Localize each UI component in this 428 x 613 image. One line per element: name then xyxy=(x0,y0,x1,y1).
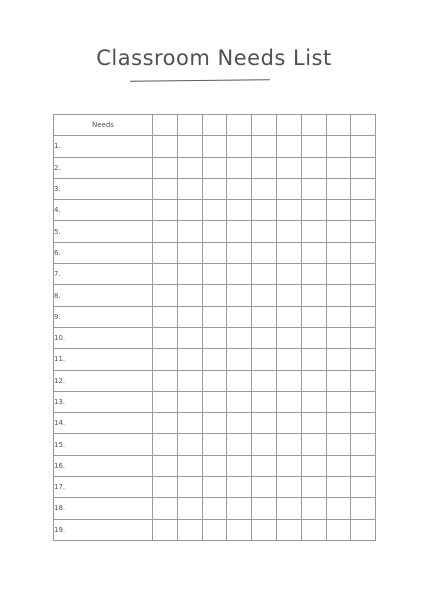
check-cell[interactable] xyxy=(326,413,351,434)
check-cell[interactable] xyxy=(301,434,326,455)
check-cell[interactable] xyxy=(252,306,277,327)
check-cell[interactable] xyxy=(177,264,202,285)
table-row xyxy=(54,157,376,178)
check-cell[interactable] xyxy=(276,370,301,391)
check-cell[interactable] xyxy=(177,285,202,306)
check-cell[interactable] xyxy=(202,391,227,412)
check-cell[interactable] xyxy=(227,349,252,370)
check-cell[interactable] xyxy=(252,200,277,221)
check-cell[interactable] xyxy=(177,349,202,370)
check-cell[interactable] xyxy=(202,477,227,498)
check-cell[interactable] xyxy=(276,242,301,263)
table-row xyxy=(54,455,376,476)
check-cell[interactable] xyxy=(177,370,202,391)
check-cell[interactable] xyxy=(301,391,326,412)
check-cell[interactable] xyxy=(252,285,277,306)
check-cell[interactable] xyxy=(276,285,301,306)
check-column-header xyxy=(177,115,202,136)
check-column-header xyxy=(202,115,227,136)
check-cell[interactable] xyxy=(177,519,202,540)
check-cell[interactable] xyxy=(202,221,227,242)
check-cell[interactable] xyxy=(326,455,351,476)
check-column-header xyxy=(276,115,301,136)
check-cell[interactable] xyxy=(202,327,227,348)
check-cell[interactable] xyxy=(177,178,202,199)
check-cell[interactable] xyxy=(153,391,178,412)
check-cell[interactable] xyxy=(351,136,376,157)
check-cell[interactable] xyxy=(326,221,351,242)
check-cell[interactable] xyxy=(153,157,178,178)
check-cell[interactable] xyxy=(326,200,351,221)
check-cell[interactable] xyxy=(252,434,277,455)
check-cell[interactable] xyxy=(227,221,252,242)
check-cell[interactable] xyxy=(301,136,326,157)
row-number-cell[interactable]: 10. xyxy=(54,327,153,348)
check-cell[interactable] xyxy=(153,221,178,242)
check-cell[interactable] xyxy=(227,519,252,540)
check-cell[interactable] xyxy=(276,391,301,412)
table-row xyxy=(54,498,376,519)
check-cell[interactable] xyxy=(252,498,277,519)
check-cell[interactable] xyxy=(227,157,252,178)
check-column-header xyxy=(227,115,252,136)
check-cell[interactable] xyxy=(252,370,277,391)
row-number-cell[interactable]: 9. xyxy=(54,306,153,327)
table-row xyxy=(54,178,376,199)
check-cell[interactable] xyxy=(202,498,227,519)
check-cell[interactable] xyxy=(252,477,277,498)
check-cell[interactable] xyxy=(351,242,376,263)
check-cell[interactable] xyxy=(252,264,277,285)
check-cell[interactable] xyxy=(301,498,326,519)
check-cell[interactable] xyxy=(227,370,252,391)
check-cell[interactable] xyxy=(177,498,202,519)
check-cell[interactable] xyxy=(252,136,277,157)
row-number-cell[interactable]: 18. xyxy=(54,498,153,519)
check-cell[interactable] xyxy=(177,136,202,157)
check-cell[interactable] xyxy=(252,349,277,370)
check-cell[interactable] xyxy=(351,327,376,348)
table-body xyxy=(54,136,376,541)
check-cell[interactable] xyxy=(301,306,326,327)
table-row xyxy=(54,306,376,327)
check-cell[interactable] xyxy=(252,242,277,263)
row-number-cell[interactable]: 1. xyxy=(54,136,153,157)
check-cell[interactable] xyxy=(252,327,277,348)
check-cell[interactable] xyxy=(326,306,351,327)
check-cell[interactable] xyxy=(153,306,178,327)
check-cell[interactable] xyxy=(252,178,277,199)
page-title: Classroom Needs List xyxy=(96,46,332,70)
table-row xyxy=(54,136,376,157)
check-cell[interactable] xyxy=(301,519,326,540)
check-cell[interactable] xyxy=(326,264,351,285)
check-cell[interactable] xyxy=(153,242,178,263)
table-row xyxy=(54,413,376,434)
check-cell[interactable] xyxy=(252,157,277,178)
check-cell[interactable] xyxy=(177,200,202,221)
check-cell[interactable] xyxy=(326,370,351,391)
row-number-cell[interactable]: 19. xyxy=(54,519,153,540)
check-cell[interactable] xyxy=(326,242,351,263)
check-cell[interactable] xyxy=(202,306,227,327)
check-column-header xyxy=(351,115,376,136)
check-cell[interactable] xyxy=(351,264,376,285)
check-cell[interactable] xyxy=(227,178,252,199)
check-cell[interactable] xyxy=(351,221,376,242)
row-number-cell[interactable]: 2. xyxy=(54,157,153,178)
check-cell[interactable] xyxy=(326,477,351,498)
check-cell[interactable] xyxy=(227,327,252,348)
title-underline xyxy=(130,79,270,82)
table-row xyxy=(54,221,376,242)
check-cell[interactable] xyxy=(301,264,326,285)
check-cell[interactable] xyxy=(202,264,227,285)
check-cell[interactable] xyxy=(153,136,178,157)
check-cell[interactable] xyxy=(252,455,277,476)
check-cell[interactable] xyxy=(153,455,178,476)
check-cell[interactable] xyxy=(301,200,326,221)
check-cell[interactable] xyxy=(227,498,252,519)
table-row xyxy=(54,349,376,370)
check-cell[interactable] xyxy=(227,242,252,263)
check-cell[interactable] xyxy=(276,498,301,519)
check-cell[interactable] xyxy=(227,136,252,157)
check-cell[interactable] xyxy=(326,519,351,540)
check-cell[interactable] xyxy=(276,178,301,199)
check-cell[interactable] xyxy=(227,477,252,498)
check-cell[interactable] xyxy=(301,242,326,263)
row-number-cell[interactable]: 13. xyxy=(54,391,153,412)
check-cell[interactable] xyxy=(351,178,376,199)
check-cell[interactable] xyxy=(276,327,301,348)
needs-column-header: Needs xyxy=(54,115,153,136)
row-number-cell[interactable]: 16. xyxy=(54,455,153,476)
row-number-cell[interactable]: 3. xyxy=(54,178,153,199)
check-cell[interactable] xyxy=(276,136,301,157)
check-cell[interactable] xyxy=(227,434,252,455)
check-cell[interactable] xyxy=(276,221,301,242)
check-cell[interactable] xyxy=(227,264,252,285)
check-cell[interactable] xyxy=(153,434,178,455)
check-cell[interactable] xyxy=(177,242,202,263)
check-cell[interactable] xyxy=(301,477,326,498)
check-cell[interactable] xyxy=(177,477,202,498)
check-cell[interactable] xyxy=(202,178,227,199)
check-cell[interactable] xyxy=(301,327,326,348)
check-cell[interactable] xyxy=(351,477,376,498)
check-cell[interactable] xyxy=(202,413,227,434)
table-row xyxy=(54,391,376,412)
check-cell[interactable] xyxy=(177,455,202,476)
check-cell[interactable] xyxy=(153,519,178,540)
row-number-cell[interactable]: 7. xyxy=(54,264,153,285)
check-cell[interactable] xyxy=(276,434,301,455)
check-cell[interactable] xyxy=(177,434,202,455)
check-cell[interactable] xyxy=(177,391,202,412)
check-cell[interactable] xyxy=(301,221,326,242)
check-column-header xyxy=(326,115,351,136)
check-cell[interactable] xyxy=(351,455,376,476)
check-cell[interactable] xyxy=(276,477,301,498)
check-cell[interactable] xyxy=(177,306,202,327)
check-column-header xyxy=(301,115,326,136)
check-cell[interactable] xyxy=(276,455,301,476)
check-cell[interactable] xyxy=(276,413,301,434)
table-row xyxy=(54,370,376,391)
check-cell[interactable] xyxy=(252,519,277,540)
check-cell[interactable] xyxy=(153,285,178,306)
check-cell[interactable] xyxy=(351,306,376,327)
check-cell[interactable] xyxy=(153,349,178,370)
check-cell[interactable] xyxy=(202,455,227,476)
check-cell[interactable] xyxy=(177,327,202,348)
table-row xyxy=(54,519,376,540)
check-cell[interactable] xyxy=(202,136,227,157)
check-cell[interactable] xyxy=(177,157,202,178)
check-cell[interactable] xyxy=(202,349,227,370)
check-cell[interactable] xyxy=(301,178,326,199)
check-cell[interactable] xyxy=(351,200,376,221)
row-number-cell[interactable]: 6. xyxy=(54,242,153,263)
row-number-cell[interactable]: 12. xyxy=(54,370,153,391)
check-cell[interactable] xyxy=(326,157,351,178)
check-cell[interactable] xyxy=(326,327,351,348)
check-cell[interactable] xyxy=(202,434,227,455)
check-cell[interactable] xyxy=(153,178,178,199)
check-cell[interactable] xyxy=(351,434,376,455)
check-cell[interactable] xyxy=(177,413,202,434)
table-header-row xyxy=(54,115,376,136)
row-number-cell[interactable]: 14. xyxy=(54,413,153,434)
check-cell[interactable] xyxy=(326,349,351,370)
check-cell[interactable] xyxy=(326,136,351,157)
check-cell[interactable] xyxy=(301,455,326,476)
check-cell[interactable] xyxy=(276,349,301,370)
check-cell[interactable] xyxy=(153,200,178,221)
check-cell[interactable] xyxy=(326,391,351,412)
check-cell[interactable] xyxy=(276,264,301,285)
check-cell[interactable] xyxy=(202,157,227,178)
check-cell[interactable] xyxy=(227,285,252,306)
check-cell[interactable] xyxy=(351,519,376,540)
row-number-cell[interactable]: 15. xyxy=(54,434,153,455)
check-cell[interactable] xyxy=(153,498,178,519)
check-cell[interactable] xyxy=(301,157,326,178)
table-row xyxy=(54,242,376,263)
check-column-header xyxy=(153,115,178,136)
check-cell[interactable] xyxy=(301,370,326,391)
check-cell[interactable] xyxy=(153,370,178,391)
check-cell[interactable] xyxy=(202,285,227,306)
check-cell[interactable] xyxy=(326,178,351,199)
check-cell[interactable] xyxy=(227,455,252,476)
check-cell[interactable] xyxy=(153,477,178,498)
check-cell[interactable] xyxy=(227,391,252,412)
check-cell[interactable] xyxy=(351,391,376,412)
check-cell[interactable] xyxy=(301,413,326,434)
check-cell[interactable] xyxy=(351,285,376,306)
row-number-cell[interactable]: 4. xyxy=(54,200,153,221)
check-cell[interactable] xyxy=(351,157,376,178)
check-cell[interactable] xyxy=(202,519,227,540)
check-cell[interactable] xyxy=(252,413,277,434)
check-cell[interactable] xyxy=(351,349,376,370)
check-cell[interactable] xyxy=(326,434,351,455)
table-row xyxy=(54,434,376,455)
check-cell[interactable] xyxy=(227,413,252,434)
check-cell[interactable] xyxy=(177,221,202,242)
check-cell[interactable] xyxy=(153,413,178,434)
table-row xyxy=(54,327,376,348)
check-cell[interactable] xyxy=(351,370,376,391)
check-cell[interactable] xyxy=(276,306,301,327)
check-cell[interactable] xyxy=(153,327,178,348)
table-row xyxy=(54,200,376,221)
check-cell[interactable] xyxy=(202,370,227,391)
check-cell[interactable] xyxy=(351,498,376,519)
check-cell[interactable] xyxy=(326,498,351,519)
check-cell[interactable] xyxy=(202,242,227,263)
check-cell[interactable] xyxy=(153,264,178,285)
check-cell[interactable] xyxy=(227,306,252,327)
row-number-cell[interactable]: 8. xyxy=(54,285,153,306)
needs-table xyxy=(53,114,376,541)
row-number-cell[interactable]: 5. xyxy=(54,221,153,242)
check-cell[interactable] xyxy=(252,391,277,412)
check-cell[interactable] xyxy=(326,285,351,306)
check-cell[interactable] xyxy=(276,157,301,178)
check-cell[interactable] xyxy=(301,349,326,370)
table-row xyxy=(54,264,376,285)
row-number-cell[interactable]: 17. xyxy=(54,477,153,498)
check-cell[interactable] xyxy=(227,200,252,221)
check-cell[interactable] xyxy=(202,200,227,221)
check-cell[interactable] xyxy=(301,285,326,306)
check-cell[interactable] xyxy=(276,200,301,221)
table-row xyxy=(54,477,376,498)
check-cell[interactable] xyxy=(252,221,277,242)
check-column-header xyxy=(252,115,277,136)
row-number-cell[interactable]: 11. xyxy=(54,349,153,370)
check-cell[interactable] xyxy=(351,413,376,434)
table-row xyxy=(54,285,376,306)
check-cell[interactable] xyxy=(276,519,301,540)
